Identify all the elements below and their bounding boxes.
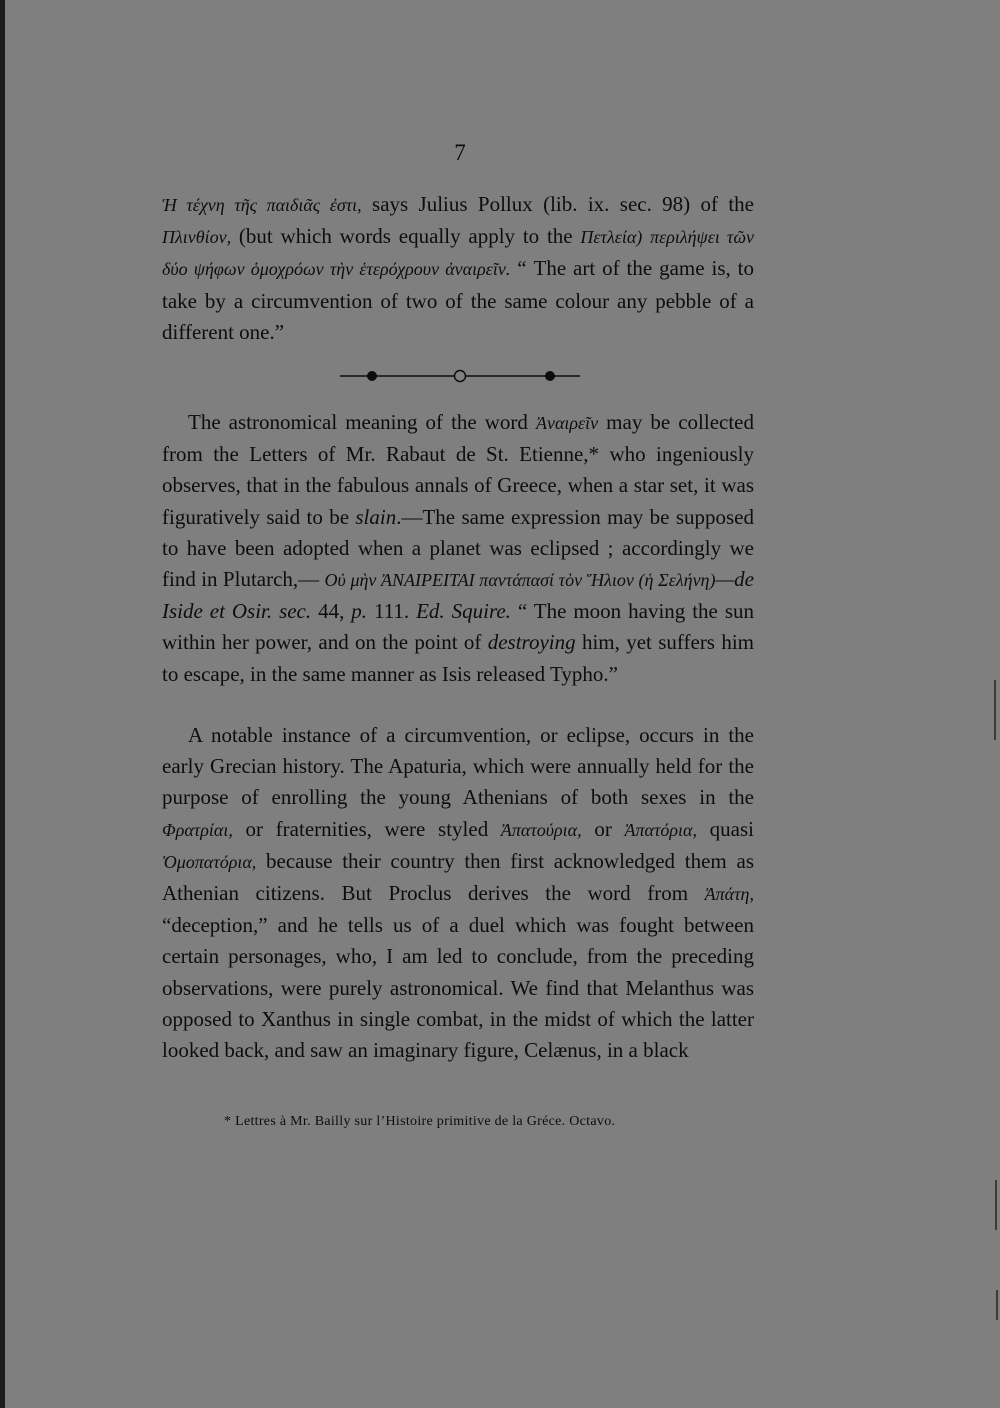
text-run: 111.	[367, 599, 417, 624]
page-edge-shadow	[0, 0, 5, 1408]
greek-word: Πλινθίον,	[162, 227, 232, 248]
footnote: * Lettres à Mr. Bailly sur l’Histoire primitive de la Gréce. Octavo.	[224, 1114, 616, 1129]
greek-word: Ἀναιρεῖν	[535, 413, 599, 433]
greek-word: Ἀπατόρια,	[624, 819, 697, 840]
text-run: or fraternities, were styled	[232, 816, 501, 841]
edge-speck	[996, 1290, 998, 1320]
text-run: “deception,” and he tells us of a duel which was fought between certain personages, who, I am led to conclude, from the preceding observations, were purely astronomical. We find that Melanthus was opposed to Xanthus in single combat, in the midst of which the latter looked back, and saw an imaginary figure, Celænus, in a black	[162, 913, 754, 1063]
greek-quote: Ἡ τέχνη τῆς παιδιᾶς ἐστι,	[162, 195, 362, 215]
greek-word: Ἀπάτη,	[704, 884, 754, 905]
text-run: “ The art of the game is, to take by a circumvention of two of the same colour any pebble of a different one.”	[162, 256, 754, 344]
text-run: “ The moon having the sun within her power, and on the point of	[162, 599, 754, 655]
greek-word: Ἀπατούρια,	[500, 819, 582, 840]
section-divider-ornament	[340, 366, 580, 386]
text-run: him, yet suffers him to escape, in the same manner as Isis released Typho.”	[162, 630, 754, 686]
text-run: may be collected from the Letters of Mr. Rabaut de St. Etienne,* who ingeniously observes, that in the fabulous annals of Greece, when a star set, it was figuratively said to be	[162, 410, 755, 529]
text-run: 44,	[311, 599, 352, 624]
italic-word: destroying	[487, 630, 576, 655]
greek-quote: Οὐ μὴν ἈΝΑΙΡΕΙΤΑΙ παντάπασί τὸν Ἥλιον (ἡ Σελήνη)	[324, 570, 716, 591]
text-run: (but which words equally apply to the	[231, 224, 581, 249]
paragraph-pollux	[162, 189, 754, 348]
italic-word: slain	[355, 504, 397, 529]
text-run: because their country then first acknowledged them as Athenian citizens. But Proclus derives the word from	[162, 848, 754, 906]
page-number: 7	[454, 140, 466, 165]
paragraph-astronomical-meaning	[162, 407, 754, 690]
greek-word: Πετλεία)	[580, 227, 643, 248]
greek-word: Φρατρίαι,	[162, 819, 233, 840]
citation: —de Iside et Osir. sec.	[162, 567, 754, 624]
citation: Ed. Squire.	[416, 599, 511, 624]
text-run: .—The same expression may be supposed to have been adopted when a planet was eclipsed ; accordingly we find in Plutarch,—	[162, 504, 754, 592]
text-run: or	[581, 816, 625, 841]
text-run: says Julius Pollux (lib. ix. sec. 98) of the	[361, 192, 754, 216]
text-run: The astronomical meaning of the word	[188, 410, 536, 434]
paragraph-apaturia	[162, 720, 754, 1066]
edge-speck	[994, 680, 996, 740]
text-run: quasi	[697, 816, 755, 841]
greek-word: Ὁμοπατόρια,	[162, 851, 257, 872]
citation: p.	[351, 599, 368, 624]
text-run: A notable instance of a circumvention, or eclipse, occurs in the early Grecian history. The Apaturia, which were annually held for the purpose of enrolling the young Athenians of both sexes in the	[162, 723, 754, 810]
greek-quote: περιλήψει τῶν δύο ψήφων ὁμοχρόων τὴν ἑτερόχρουν ἀναιρεῖν.	[162, 227, 755, 280]
edge-speck	[995, 1180, 997, 1230]
